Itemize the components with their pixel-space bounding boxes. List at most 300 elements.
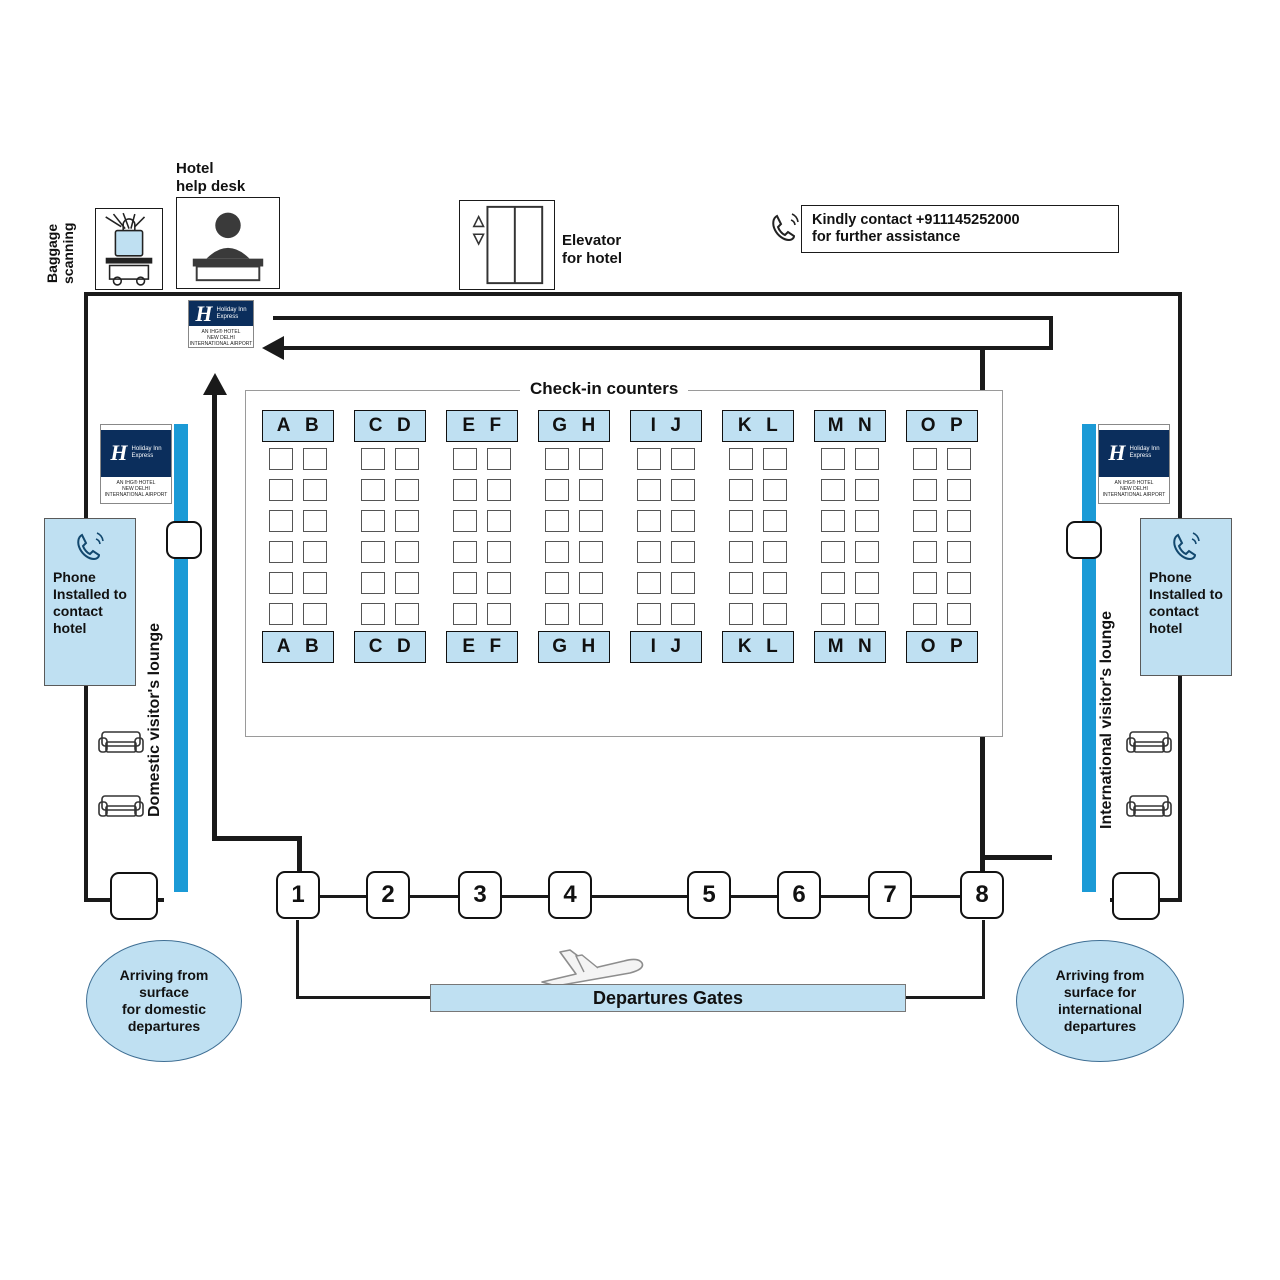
checkin-desk-grid [354,448,426,625]
checkin-desk-row [630,510,702,532]
checkin-desk[interactable] [855,448,879,470]
checkin-desk[interactable] [453,510,477,532]
gate-number: 7 [883,881,897,908]
phone-icon [768,210,802,246]
path-departures-left [296,996,432,999]
checkin-desk[interactable] [545,541,569,563]
checkin-desk[interactable] [545,448,569,470]
domestic-lounge-label: Domestic visitor's lounge [146,622,163,818]
checkin-desk[interactable] [487,479,511,501]
checkin-desk[interactable] [395,541,419,563]
checkin-desk[interactable] [763,479,787,501]
lounge-access-box-left [166,521,202,559]
checkin-desk[interactable] [269,479,293,501]
checkin-desk-grid [262,448,334,625]
checkin-desk[interactable] [453,572,477,594]
checkin-desk[interactable] [913,479,937,501]
gate-box[interactable] [777,871,821,919]
checkin-column-footer[interactable] [722,631,794,663]
hotel-help-desk-icon [176,197,280,289]
elevator-icon [459,200,555,290]
checkin-letter-left: A [276,636,291,657]
checkin-desk[interactable] [269,510,293,532]
hotel-help-desk-label-line1: Hotel [176,160,214,177]
arriving-international-line3: international [1057,1001,1142,1017]
checkin-desk[interactable] [671,448,695,470]
checkin-desk[interactable] [913,603,937,625]
arriving-domestic-line2: surface [139,984,189,1000]
checkin-desk-row [354,510,426,532]
checkin-letter-left: I [650,415,657,436]
checkin-column [538,410,610,663]
gate-box[interactable] [868,871,912,919]
baggage-scanning-label: Baggage scanning [44,222,76,284]
checkin-desk[interactable] [855,572,879,594]
checkin-letter-left: A [276,415,291,436]
checkin-desk[interactable] [855,541,879,563]
gate-number: 3 [473,881,487,908]
arriving-domestic-line1: Arriving from [119,967,209,983]
checkin-desk[interactable] [453,448,477,470]
checkin-desk-grid [630,448,702,625]
path-outer-top [84,292,1182,296]
baggage-scanning-icon [95,208,163,290]
checkin-desk[interactable] [395,510,419,532]
hotel-sign-right-brand-line1: Holiday Inn [1129,446,1160,453]
checkin-column-footer[interactable] [630,631,702,663]
arriving-domestic-ellipse [86,940,242,1062]
phone-panel-left-line2: Installed to [53,586,127,602]
gate-number: 5 [702,881,716,908]
checkin-desk[interactable] [763,603,787,625]
checkin-desk[interactable] [821,510,845,532]
checkin-desk[interactable] [947,572,971,594]
path-domestic-to-gate1 [297,836,302,876]
checkin-desk[interactable] [303,572,327,594]
lounge-exit-box-left [110,872,158,920]
checkin-letter-left: K [737,636,753,657]
checkin-desk-row [630,448,702,470]
path-helpdesk-corridor [273,316,1053,320]
checkin-column-header[interactable] [722,410,794,442]
checkin-letter-right: F [489,636,502,657]
checkin-desk[interactable] [947,603,971,625]
checkin-desk-row [722,541,794,563]
hotel-sign-right-brand-h: H [1108,440,1126,466]
checkin-desk[interactable] [671,479,695,501]
checkin-desk-row [354,541,426,563]
checkin-letter-left: G [552,415,568,436]
checkin-letter-right: P [950,415,964,436]
lounge-access-box-right [1066,521,1102,559]
checkin-column-header[interactable] [630,410,702,442]
checkin-desk[interactable] [395,479,419,501]
gate-box[interactable] [548,871,592,919]
checkin-desk[interactable] [763,541,787,563]
checkin-desk-row [906,448,978,470]
contact-banner [801,205,1119,253]
checkin-desk[interactable] [487,541,511,563]
checkin-letter-left: E [462,415,476,436]
checkin-desk-row [538,510,610,532]
checkin-desk[interactable] [855,479,879,501]
hotel-sign-left-loc2: INTERNATIONAL AIRPORT [104,491,168,498]
checkin-desk[interactable] [545,572,569,594]
path-gate1-down [296,920,299,998]
checkin-letter-right: B [305,636,320,657]
checkin-letter-left: I [650,636,657,657]
checkin-desk[interactable] [821,603,845,625]
path-domestic-horizontal [212,836,302,841]
sofa-icon-left-1 [98,726,144,758]
sofa-icon-right-2 [1126,790,1172,822]
gate-number: 8 [975,881,989,908]
checkin-desk[interactable] [729,448,753,470]
checkin-desk[interactable] [579,479,603,501]
checkin-desk[interactable] [303,448,327,470]
checkin-desk[interactable] [579,572,603,594]
checkin-desk[interactable] [361,603,385,625]
hotel-sign-top-loc1: NEW DELHI [207,335,235,341]
phone-panel-right-line3: contact [1149,603,1199,619]
checkin-column-header[interactable] [354,410,426,442]
checkin-column-header[interactable] [538,410,610,442]
checkin-column-header[interactable] [262,410,334,442]
arriving-domestic-line4: departures [127,1018,201,1034]
hotel-sign-top-brand-line1: Holiday Inn [216,306,247,313]
checkin-desk-row [446,448,518,470]
checkin-letter-left: C [368,415,383,436]
arrow-left-corridor [262,336,288,360]
phone-panel-right-line2: Installed to [1149,586,1223,602]
checkin-letter-left: E [462,636,476,657]
checkin-desk[interactable] [579,541,603,563]
checkin-desk[interactable] [729,541,753,563]
checkin-desk[interactable] [637,603,661,625]
contact-banner-line1: Kindly contact +911145252000 [812,212,1020,228]
checkin-desk[interactable] [269,448,293,470]
checkin-desk[interactable] [545,603,569,625]
checkin-desk[interactable] [763,448,787,470]
checkin-letter-left: O [920,415,937,436]
checkin-column [722,410,794,663]
checkin-desk[interactable] [303,603,327,625]
checkin-desk-row [354,603,426,625]
checkin-desk-row [722,479,794,501]
checkin-desk-row [446,510,518,532]
checkin-desk-row [630,541,702,563]
checkin-column-footer[interactable] [354,631,426,663]
checkin-column-header[interactable] [906,410,978,442]
hotel-help-desk-label [176,160,296,196]
checkin-desk-grid [906,448,978,625]
lounge-exit-box-right [1112,872,1160,920]
hotel-sign-left-sub: AN IHG® HOTEL [116,479,156,486]
arriving-international-line4: departures [1063,1018,1137,1034]
path-hotel-lower-horizontal [271,346,1053,350]
checkin-letter-right: N [858,415,873,436]
checkin-desk[interactable] [487,510,511,532]
checkin-desk[interactable] [821,572,845,594]
checkin-column [814,410,886,663]
checkin-desk-row [722,603,794,625]
checkin-desk[interactable] [729,510,753,532]
phone-icon-left [73,529,107,563]
phone-panel-left-line4: hotel [53,620,87,636]
checkin-desk-row [906,479,978,501]
checkin-desk[interactable] [913,541,937,563]
hotel-help-desk-label-line2: help desk [176,178,246,195]
path-intl-elbow [980,855,1052,860]
checkin-desk-row [630,479,702,501]
phone-panel-right [1140,518,1232,676]
checkin-desk-row [446,479,518,501]
checkin-desk[interactable] [637,479,661,501]
checkin-desk-row [262,572,334,594]
checkin-letter-right: D [397,636,412,657]
checkin-column [630,410,702,663]
checkin-letter-right: P [950,636,964,657]
departures-gates-bar: Departures Gates [430,984,906,1012]
checkin-desk-row [630,572,702,594]
phone-icon-right [1169,529,1203,563]
checkin-desk[interactable] [637,572,661,594]
checkin-desk[interactable] [913,510,937,532]
gate-number: 6 [792,881,806,908]
gate-number: 1 [291,881,305,908]
checkin-column [354,410,426,663]
checkin-desk[interactable] [671,572,695,594]
checkin-desk[interactable] [947,541,971,563]
checkin-desk[interactable] [395,448,419,470]
gate-box[interactable] [960,871,1004,919]
checkin-desk-row [722,572,794,594]
checkin-desk[interactable] [821,479,845,501]
checkin-column-footer[interactable] [538,631,610,663]
arriving-international-ellipse [1016,940,1184,1062]
checkin-desk[interactable] [729,479,753,501]
checkin-letter-right: H [581,636,596,657]
phone-panel-left-line1: Phone [53,569,96,585]
checkin-desk-row [906,572,978,594]
phone-panel-right-line1: Phone [1149,569,1192,585]
checkin-desk-row [630,603,702,625]
checkin-desk[interactable] [821,448,845,470]
sofa-icon-left-2 [98,790,144,822]
checkin-desk[interactable] [913,572,937,594]
checkin-desk[interactable] [579,510,603,532]
checkin-desk[interactable] [671,603,695,625]
checkin-letter-right: H [581,415,596,436]
checkin-desk[interactable] [545,510,569,532]
checkin-column-footer[interactable] [906,631,978,663]
checkin-desk-row [354,448,426,470]
checkin-desk-grid [538,448,610,625]
checkin-column-footer[interactable] [446,631,518,663]
checkin-desk-row [262,448,334,470]
checkin-desk[interactable] [671,510,695,532]
hotel-sign-left-brand-line1: Holiday Inn [131,446,162,453]
checkin-desk[interactable] [729,603,753,625]
checkin-desk[interactable] [579,448,603,470]
airplane-icon [536,938,652,988]
checkin-desk[interactable] [361,479,385,501]
hotel-sign-left-loc1: NEW DELHI [122,485,150,492]
checkin-desk[interactable] [269,541,293,563]
checkin-desk[interactable] [453,541,477,563]
checkin-letter-right: F [489,415,502,436]
gate-box[interactable] [687,871,731,919]
hotel-sign-right-brand-line2: Express [1129,453,1152,460]
checkin-desk-row [538,448,610,470]
checkin-desk[interactable] [487,572,511,594]
checkin-title: Check-in counters [520,379,688,399]
hotel-sign-right [1098,424,1170,504]
hotel-sign-top-loc2: INTERNATIONAL AIRPORT [189,341,253,347]
checkin-column-header[interactable] [814,410,886,442]
checkin-desk[interactable] [453,479,477,501]
checkin-desk[interactable] [303,479,327,501]
checkin-desk-grid [722,448,794,625]
checkin-desk-row [906,541,978,563]
gate-number: 4 [563,881,577,908]
checkin-column-footer[interactable] [814,631,886,663]
checkin-desk-row [262,510,334,532]
checkin-letter-right: D [397,415,412,436]
checkin-letter-left: O [920,636,937,657]
checkin-desk[interactable] [671,541,695,563]
elevator-label-line2: for hotel [562,250,622,267]
checkin-desk[interactable] [453,603,477,625]
checkin-desk[interactable] [487,448,511,470]
checkin-desk[interactable] [855,510,879,532]
checkin-letter-right: B [305,415,320,436]
hotel-sign-top-sub: AN IHG® HOTEL [201,329,241,335]
gate-box[interactable] [458,871,502,919]
checkin-desk[interactable] [545,479,569,501]
checkin-desk-row [814,510,886,532]
checkin-desk-row [814,572,886,594]
checkin-desk[interactable] [269,603,293,625]
checkin-desk-row [538,572,610,594]
checkin-desk-row [814,603,886,625]
checkin-desk[interactable] [361,510,385,532]
checkin-desk[interactable] [361,448,385,470]
checkin-desk-row [262,479,334,501]
path-departures-right [904,996,985,999]
checkin-desk-row [538,479,610,501]
checkin-desk-grid [446,448,518,625]
arrow-up-domestic [203,373,227,399]
gate-number: 2 [381,881,395,908]
checkin-desk-row [262,603,334,625]
phone-panel-right-line4: hotel [1149,620,1183,636]
checkin-desk[interactable] [361,572,385,594]
hotel-sign-left [100,424,172,504]
checkin-desk[interactable] [395,603,419,625]
checkin-desk-grid [814,448,886,625]
checkin-desk[interactable] [487,603,511,625]
checkin-desk-row [446,572,518,594]
elevator-label-line1: Elevator [562,232,622,249]
arriving-international-line2: surface for [1063,984,1137,1000]
checkin-desk[interactable] [637,448,661,470]
checkin-desk-row [538,541,610,563]
arriving-domestic-line3: for domestic [121,1001,206,1017]
checkin-desk[interactable] [269,572,293,594]
checkin-desk-row [814,541,886,563]
checkin-column-header[interactable] [446,410,518,442]
contact-banner-line2: for further assistance [812,229,961,245]
checkin-letter-right: J [670,636,682,657]
hotel-sign-right-loc2: INTERNATIONAL AIRPORT [1102,491,1166,498]
hotel-sign-right-sub: AN IHG® HOTEL [1114,479,1154,486]
gate-box[interactable] [276,871,320,919]
hotel-sign-top [188,300,254,348]
checkin-letter-left: M [827,415,845,436]
checkin-desk[interactable] [947,448,971,470]
checkin-desk[interactable] [821,541,845,563]
arriving-international-line1: Arriving from [1055,967,1145,983]
checkin-desk[interactable] [947,479,971,501]
checkin-desk[interactable] [729,572,753,594]
checkin-desk[interactable] [913,448,937,470]
path-domestic-vertical [212,388,217,840]
checkin-desk-row [814,479,886,501]
checkin-desk[interactable] [579,603,603,625]
checkin-letter-right: L [766,415,779,436]
checkin-letter-left: M [827,636,845,657]
checkin-desk[interactable] [855,603,879,625]
hotel-sign-top-brand-line2: Express [216,313,239,320]
checkin-desk[interactable] [763,572,787,594]
checkin-desk-row [262,541,334,563]
checkin-column-footer[interactable] [262,631,334,663]
checkin-desk[interactable] [637,510,661,532]
checkin-letter-right: J [670,415,682,436]
checkin-desk[interactable] [763,510,787,532]
checkin-desk-row [538,603,610,625]
checkin-desk-row [354,572,426,594]
domestic-lounge-bar [174,424,188,892]
checkin-desk-row [722,448,794,470]
checkin-desk[interactable] [361,541,385,563]
checkin-desk-row [906,510,978,532]
phone-panel-left [44,518,136,686]
checkin-desk[interactable] [637,541,661,563]
hotel-sign-top-brand-h: H [195,300,213,326]
checkin-letter-left: K [737,415,753,436]
checkin-desk[interactable] [303,510,327,532]
hotel-sign-left-brand-h: H [110,440,128,466]
checkin-letter-left: G [552,636,568,657]
checkin-column [446,410,518,663]
international-lounge-bar [1082,424,1096,892]
checkin-desk-row [722,510,794,532]
checkin-desk-row [354,479,426,501]
sofa-icon-right-1 [1126,726,1172,758]
path-hotel-right-vertical [1049,316,1053,350]
checkin-desk[interactable] [947,510,971,532]
hotel-sign-left-brand-line2: Express [131,453,154,460]
gate-box[interactable] [366,871,410,919]
checkin-letter-left: C [368,636,383,657]
checkin-desk[interactable] [303,541,327,563]
checkin-desk[interactable] [395,572,419,594]
checkin-desk-row [446,541,518,563]
path-gate8-down [982,920,985,998]
checkin-desk-row [814,448,886,470]
